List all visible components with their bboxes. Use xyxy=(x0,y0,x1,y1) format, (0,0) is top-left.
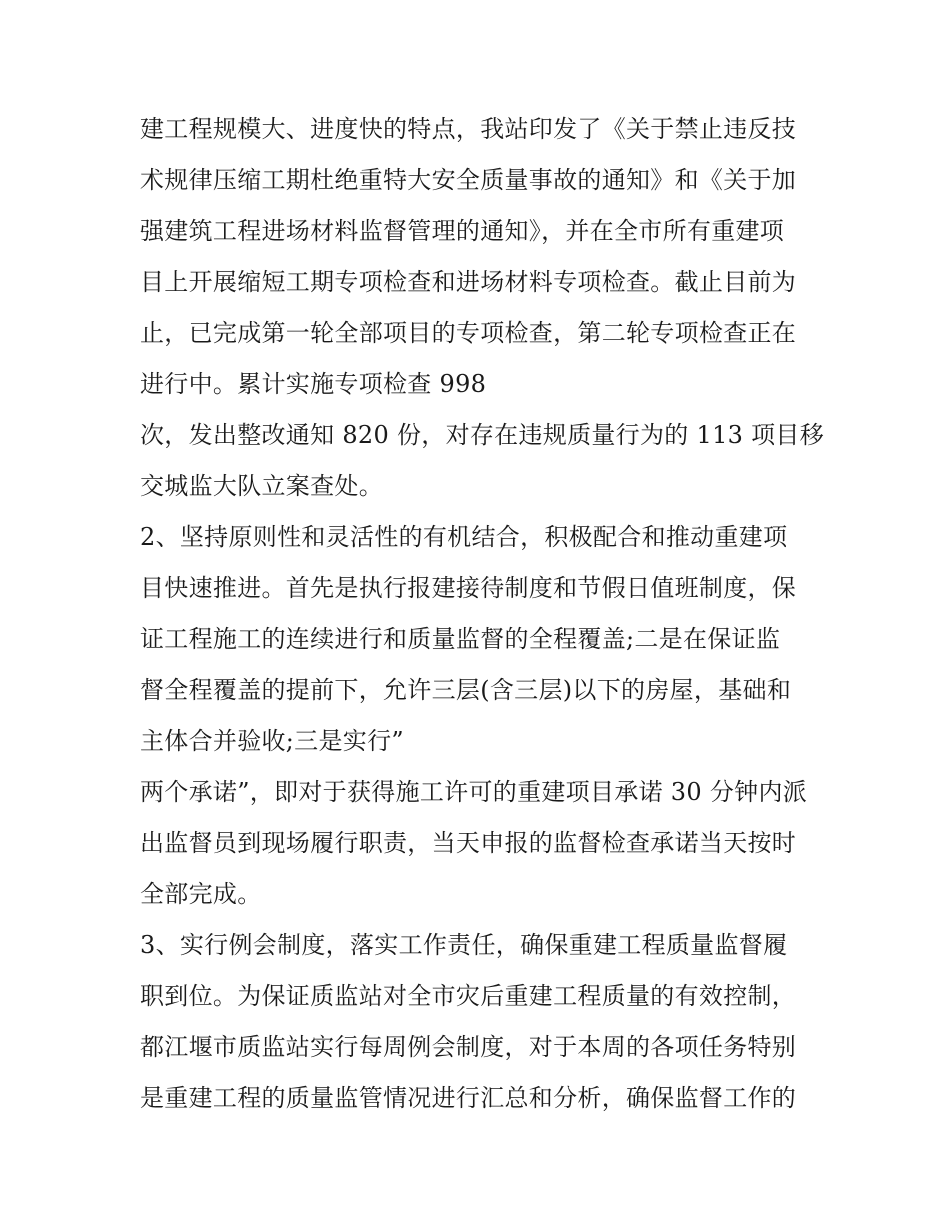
text-line: 术规律压缩工期杜绝重特大安全质量事故的通知》和《关于加 xyxy=(140,166,797,194)
text-line: 证工程施工的连续进行和质量监督的全程覆盖;二是在保证监 xyxy=(140,625,781,653)
text-line: 建工程规模大、进度快的特点，我站印发了《关于禁止违反技 xyxy=(140,115,797,143)
text-line: 强建筑工程进场材料监督管理的通知》，并在全市所有重建项 xyxy=(140,217,785,245)
text-line: 都江堰市质监站实行每周例会制度，对于本周的各项任务特别 xyxy=(140,1033,797,1061)
text-line: 职到位。为保证质监站对全市灾后重建工程质量的有效控制， xyxy=(140,982,797,1010)
text-line: 止，已完成第一轮全部项目的专项检查，第二轮专项检查正在 xyxy=(140,319,797,347)
text-line: 次，发出整改通知 820 份，对存在违规质量行为的 113 项目移 xyxy=(140,421,825,449)
text-line: 全部完成。 xyxy=(140,880,262,908)
text-line: 是重建工程的质量监管情况进行汇总和分析，确保监督工作的 xyxy=(140,1084,797,1112)
text-line: 交城监大队立案查处。 xyxy=(140,472,383,500)
text-line: 督全程覆盖的提前下，允许三层(含三层)以下的房屋，基础和 xyxy=(140,676,792,704)
text-line: 进行中。累计实施专项检查 998 xyxy=(140,370,487,398)
text-line: 目快速推进。首先是执行报建接待制度和节假日值班制度，保 xyxy=(140,574,797,602)
text-line: 目上开展缩短工期专项检查和进场材料专项检查。截止目前为 xyxy=(140,268,797,296)
document-body xyxy=(140,104,825,1124)
text-line: 出监督员到现场履行职责，当天申报的监督检查承诺当天按时 xyxy=(140,829,797,857)
text-line: 两个承诺”，即对于获得施工许可的重建项目承诺 30 分钟内派 xyxy=(140,778,808,806)
text-line: 2、坚持原则性和灵活性的有机结合，积极配合和推动重建项 xyxy=(140,523,788,551)
text-line: 3、实行例会制度，落实工作责任，确保重建工程质量监督履 xyxy=(140,931,788,959)
text-line: 主体合并验收;三是实行” xyxy=(140,727,404,755)
